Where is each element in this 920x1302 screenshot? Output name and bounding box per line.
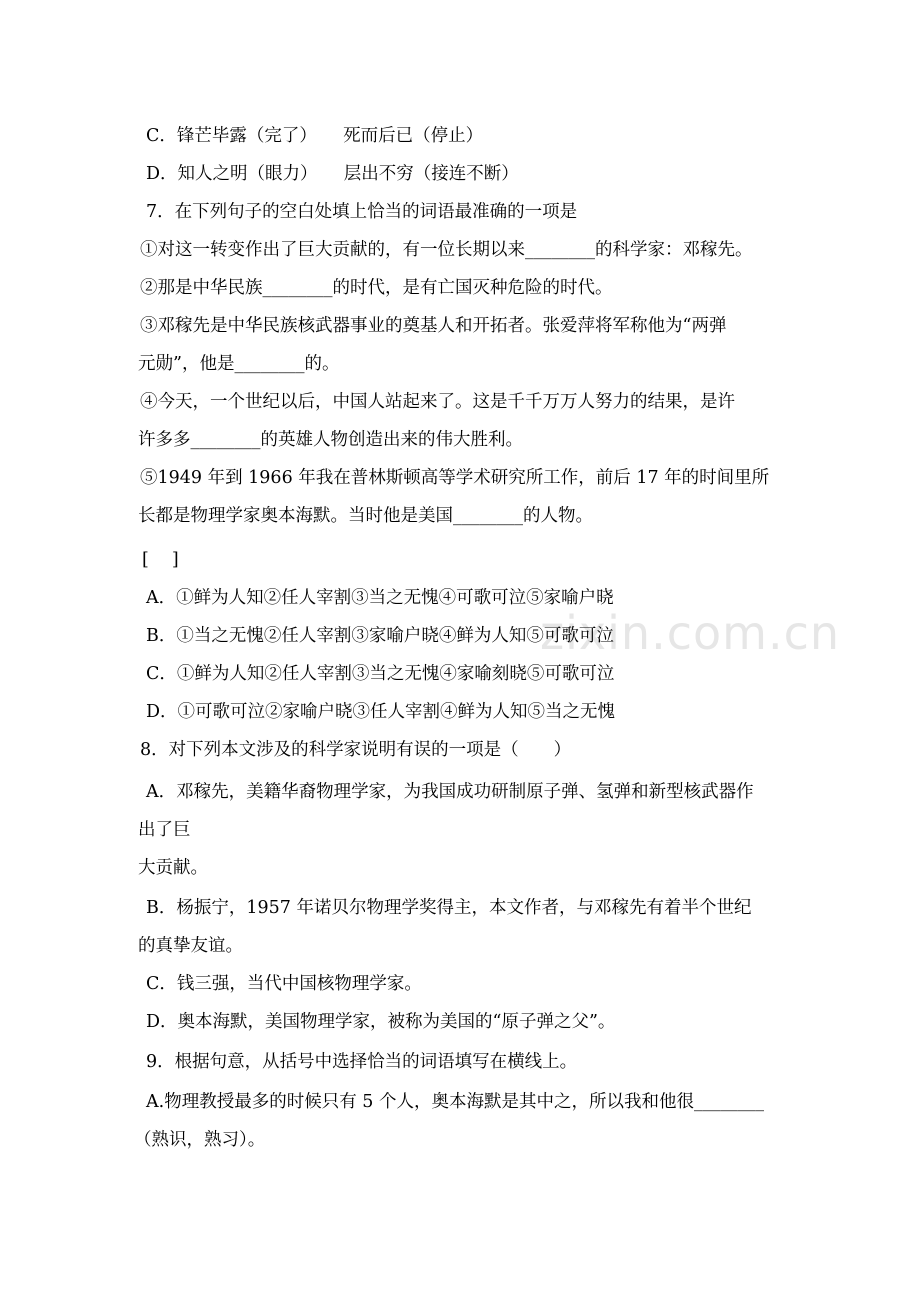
question-9-title: 9．根据句意，从括号中选择恰当的词语填写在横线上。 xyxy=(146,1052,578,1072)
q9-item-a: A.物理教授最多的时候只有 5 个人，奥本海默是其中之，所以我和他很________ xyxy=(146,1092,764,1112)
option-c-line: C．锋芒毕露（完了） 死而后已（停止） xyxy=(146,126,484,146)
question-8-title: 8．对下列本文涉及的科学家说明有误的一项是（ ） xyxy=(140,740,572,760)
q7-sentence-4: ④今天，一个世纪以后，中国人站起来了。这是千千万万人努力的结果，是许 xyxy=(140,392,735,412)
q7-option-c: C．①鲜为人知②任人宰割③当之无愧④家喻刻晓⑤可歌可泣 xyxy=(146,664,615,684)
q7-sentence-3: ③邓稼先是中华民族核武器事业的奠基人和开拓者。张爱萍将军称他为“两弹 xyxy=(140,316,727,336)
q7-sentence-2: ②那是中华民族________的时代，是有亡国灭种危险的时代。 xyxy=(140,278,613,298)
answer-bracket: [ ] xyxy=(142,550,179,570)
q7-sentence-5-cont: 长都是物理学家奥本海默。当时他是美国________的人物。 xyxy=(138,506,593,526)
q8-option-b: B．杨振宁，1957 年诺贝尔物理学奖得主，本文作者，与邓稼先有着半个世纪 xyxy=(146,898,752,918)
q9-item-a-cont: （熟识，熟习）。 xyxy=(134,1130,266,1150)
q7-sentence-4-cont: 许多多________的英雄人物创造出来的伟大胜利。 xyxy=(138,430,523,450)
q7-option-a: A．①鲜为人知②任人宰割③当之无愧④可歌可泣⑤家喻户晓 xyxy=(146,588,614,608)
q7-sentence-3-cont: 元勋”，他是________的。 xyxy=(138,354,340,374)
q8-option-a: A．邓稼先，美籍华裔物理学家，为我国成功研制原子弹、氢弹和新型核武器作 xyxy=(146,782,754,802)
option-d-line: D．知人之明（眼力） 层出不穷（接连不断） xyxy=(146,164,519,184)
q8-option-d: D．奥本海默，美国物理学家，被称为美国的“原子弹之父”。 xyxy=(146,1012,616,1032)
q8-option-a-cont-1: 出了巨 xyxy=(138,820,191,840)
question-7-title: 7．在下列句子的空白处填上恰当的词语最准确的一项是 xyxy=(146,202,578,222)
q8-option-c: C．钱三强，当代中国核物理学家。 xyxy=(146,974,422,994)
watermark: zixin.com.cn xyxy=(540,606,841,660)
q8-option-b-cont: 的真挚友谊。 xyxy=(138,936,243,956)
q7-sentence-1: ①对这一转变作出了巨大贡献的，有一位长期以来________的科学家：邓稼先。 xyxy=(140,240,753,260)
q7-option-d: D．①可歌可泣②家喻户晓③任人宰割④鲜为人知⑤当之无愧 xyxy=(146,702,616,722)
q7-option-b: B．①当之无愧②任人宰割③家喻户晓④鲜为人知⑤可歌可泣 xyxy=(146,626,614,646)
q7-sentence-5: ⑤1949 年到 1966 年我在普林斯顿高等学术研究所工作，前后 17 年的时间里所 xyxy=(140,468,770,488)
q8-option-a-cont-2: 大贡献。 xyxy=(138,858,208,878)
